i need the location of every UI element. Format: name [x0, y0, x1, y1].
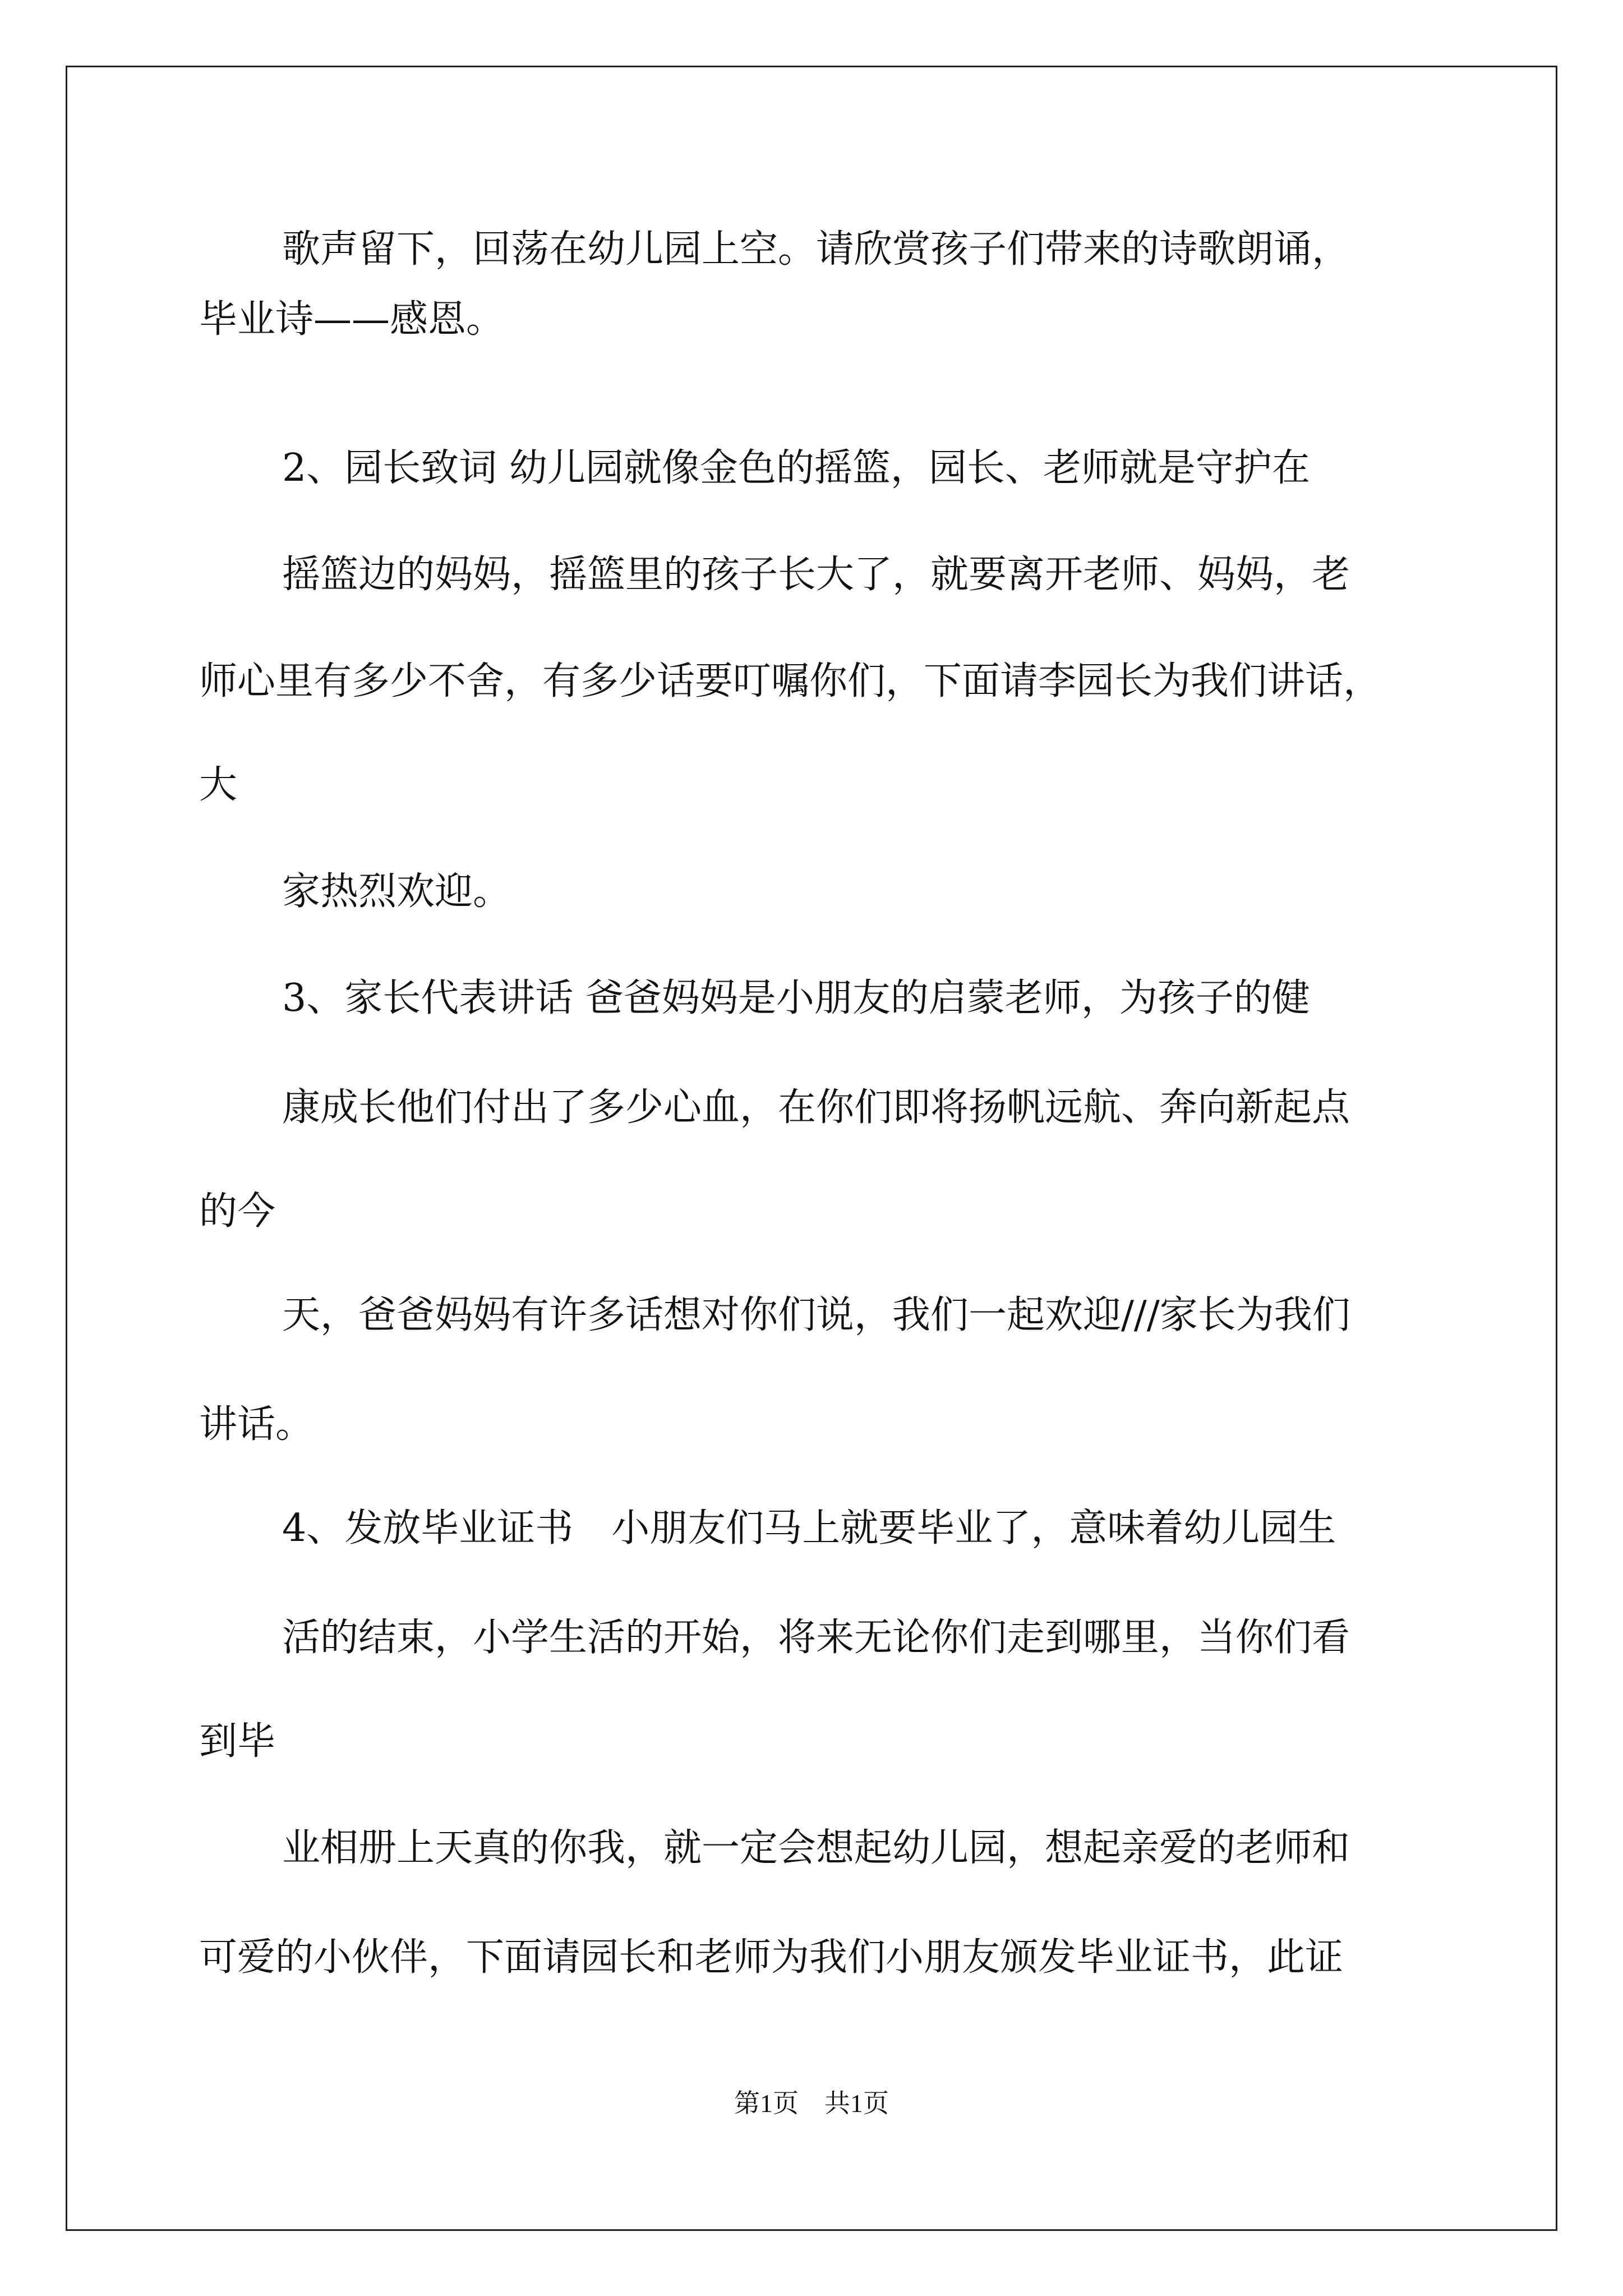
page-border [66, 66, 1557, 2231]
page-footer: 第1页 共1页 [734, 2089, 889, 2118]
text-line-17: 可爱的小伙伴，下面请园长和老师为我们小朋友颁发毕业证书，此证 [199, 1935, 1344, 1980]
text-line-16: 业相册上天真的你我，就一定会想起幼儿园，想起亲爱的老师和 [282, 1826, 1350, 1870]
text-line-11: 天，爸爸妈妈有许多话想对你们说，我们一起欢迎///家长为我们 [282, 1293, 1350, 1337]
text-line-2: 毕业诗——感恩。 [199, 297, 505, 342]
text-line-8: 3、家长代表讲话 爸爸妈妈是小朋友的启蒙老师，为孩子的健 [282, 976, 1310, 1020]
text-line-12: 讲话。 [199, 1402, 314, 1447]
text-line-9: 康成长他们付出了多少心血，在你们即将扬帆远航、奔向新起点 [282, 1085, 1350, 1130]
text-line-13: 4、发放毕业证书 小朋友们马上就要毕业了，意味着幼儿园生 [282, 1506, 1336, 1550]
text-line-15: 到毕 [199, 1719, 276, 1764]
text-line-3: 2、园长致词 幼儿园就像金色的摇篮，园长、老师就是守护在 [282, 446, 1310, 490]
text-line-5: 师心里有多少不舍，有多少话要叮嘱你们，下面请李园长为我们讲话， [199, 659, 1382, 703]
text-line-7: 家热烈欢迎。 [282, 869, 511, 914]
text-line-14: 活的结束，小学生活的开始，将来无论你们走到哪里，当你们看 [282, 1616, 1350, 1660]
text-line-1: 歌声留下，回荡在幼儿园上空。请欣赏孩子们带来的诗歌朗诵， [282, 227, 1350, 272]
text-line-4: 摇篮边的妈妈，摇篮里的孩子长大了，就要离开老师、妈妈，老 [282, 553, 1350, 597]
text-line-6: 大 [199, 763, 238, 807]
text-line-10: 的今 [199, 1189, 276, 1234]
